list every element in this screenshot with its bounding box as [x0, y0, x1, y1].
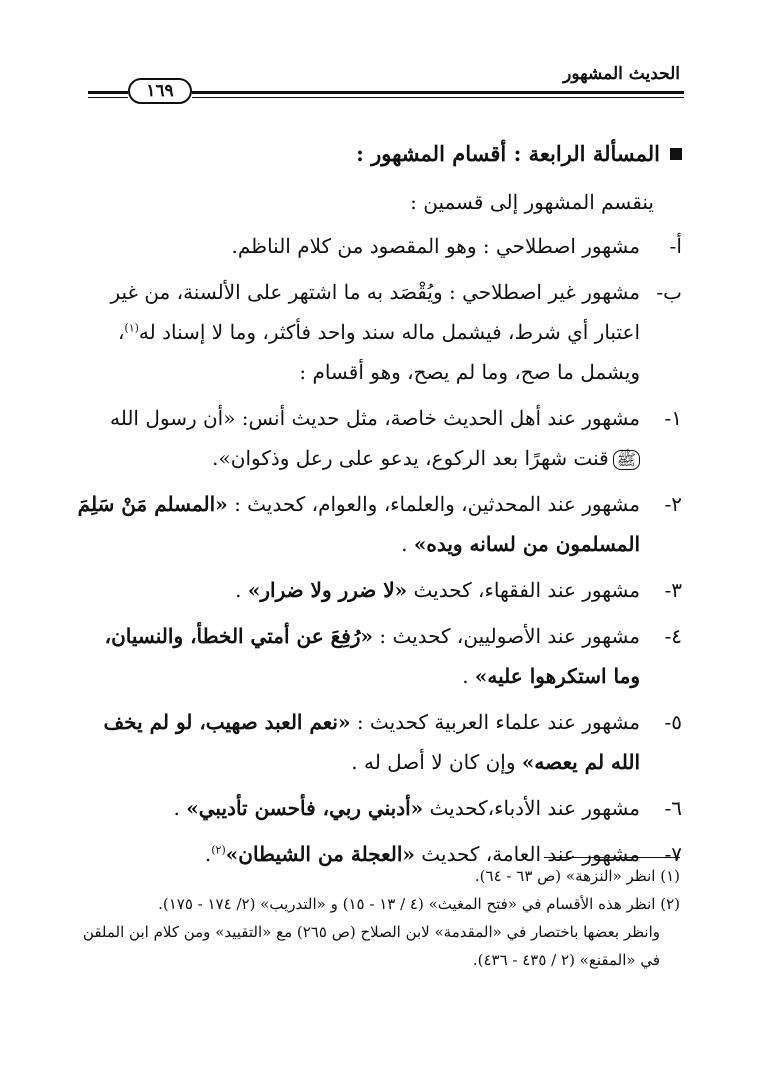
main-text: [76, 138, 682, 874]
item-marker: ٦-: [664, 796, 682, 820]
item-text-tail: .: [173, 796, 187, 820]
hadith-quote: «نعم العبد صهيب، لو لم يخف الله لم يعصه»: [103, 710, 640, 774]
header-rule: [192, 91, 684, 94]
footnotes: [74, 862, 680, 974]
item-text: [76, 484, 640, 564]
type-item: [76, 702, 682, 782]
item-text: [76, 272, 640, 392]
footnote: (١) انظر «النزهة» (ص ٦٣ - ٦٤).: [474, 867, 680, 885]
item-text-tail: ، ويشمل ما صح، وما لم يصح، وهو أقسام :: [117, 320, 640, 384]
item-text-tail: وإن كان لا أصل له .: [351, 750, 522, 774]
item-text-body: مشهور عند الأصوليين، كحديث :: [379, 624, 640, 648]
running-title: الحديث المشهور: [563, 64, 680, 84]
item-text-body: مشهور عند الفقهاء، كحديث: [413, 578, 640, 602]
footnote-ref: (٢): [211, 843, 226, 857]
type-item: [76, 570, 682, 610]
item-marker: ٤-: [664, 624, 682, 648]
section-heading: [76, 138, 682, 170]
item-text-body: مشهور عند أهل الحديث خاصة، مثل حديث أنس: «أن رسول الله: [109, 406, 640, 430]
item-marker: ٧-: [664, 842, 682, 866]
item-text: [76, 788, 640, 828]
item-marker: ١-: [664, 406, 682, 430]
type-item: [76, 616, 682, 696]
item-text-body: مشهور عند العامة، كحديث: [421, 842, 640, 866]
hadith-quote: «لا ضرر ولا ضرار»: [247, 578, 408, 602]
heading-label: المسألة الرابعة :: [513, 141, 660, 166]
item-text: [76, 398, 640, 478]
hadith-quote: «رُفِعَ عن أمتي الخطأ، والنسيان، وما استكرهوا عليه»: [104, 624, 640, 688]
hadith-quote: «المسلم مَنْ سَلِمَ المسلمون من لسانه ويده»: [77, 492, 640, 556]
item-text-body: مشهور عند المحدثين، والعلماء، والعوام، كحديث :: [234, 492, 640, 516]
item-marker: ٢-: [664, 492, 682, 516]
footnote-ref: (١): [124, 321, 139, 335]
salawat-glyph: ﷺ: [613, 450, 640, 470]
square-bullet-icon: [670, 148, 682, 160]
footnote-continuation: وانظر بعضها باختصار في «المقدمة» لابن الصلاح (ص ٢٦٥) مع «التقييد» ومن كلام ابن الملقن في «المقنع» (٢ / ٤٣٥ - ٤٣٦).: [82, 923, 660, 969]
header-rule-left: [88, 91, 128, 94]
item-text-tail: .: [401, 532, 414, 556]
intro-line: ينقسم المشهور إلى قسمين :: [410, 190, 654, 214]
footnote: (٢) انظر هذه الأقسام في «فتح المغيث» (٤ / ١٣ - ١٥) و «التدريب» (٢/ ١٧٤ - ١٧٥).: [158, 895, 680, 913]
item-marker: ٣-: [664, 578, 682, 602]
footnote-divider: [544, 857, 680, 858]
division-item: [76, 226, 682, 266]
item-text-tail: .: [204, 842, 212, 866]
hadith-quote: «العجلة من الشيطان»: [225, 842, 415, 866]
type-item: [76, 398, 682, 478]
item-text-tail: .: [462, 664, 475, 688]
item-text: مشهور اصطلاحي : وهو المقصود من كلام الناظم.: [231, 234, 640, 258]
item-text: [76, 616, 640, 696]
item-text-body: مشهور غير اصطلاحي : ويُقْصَد به ما اشتهر على الألسنة، من غير اعتبار أي شرط، فيشمل ماله سند واحد فأكثر، وما لا إسناد له: [110, 280, 640, 344]
division-item: [76, 272, 682, 392]
heading-title: أقسام المشهور :: [356, 141, 507, 166]
item-marker: ٥-: [664, 710, 682, 734]
type-item: [76, 788, 682, 828]
item-text-body-2: قنت شهرًا بعد الركوع، يدعو على رعل وذكوان».: [212, 446, 609, 470]
item-text-tail: .: [235, 578, 248, 602]
item-text: [76, 570, 640, 610]
hadith-quote: «أدبني ربي، فأحسن تأديبي»: [186, 796, 424, 820]
page-number: ١٦٩: [128, 78, 192, 104]
item-marker: ب-: [656, 280, 682, 304]
item-text-body: مشهور عند الأدباء،كحديث: [429, 796, 640, 820]
type-item: [76, 484, 682, 564]
item-text-body: مشهور عند علماء العربية كحديث :: [356, 710, 640, 734]
item-text: [76, 702, 640, 782]
item-marker: أ-: [669, 234, 682, 258]
